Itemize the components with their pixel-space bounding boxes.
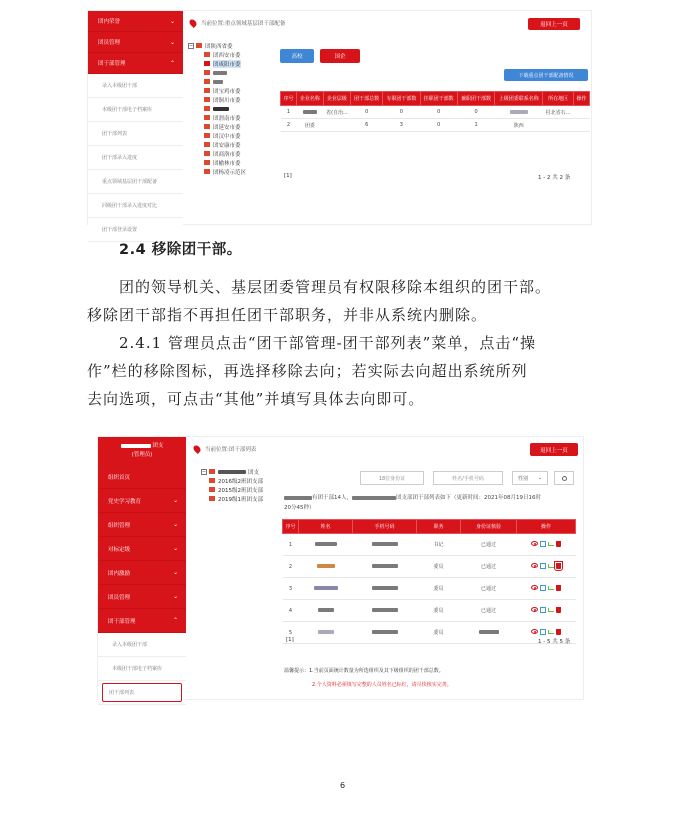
cell: 委员 — [417, 578, 461, 600]
tree-node[interactable] — [188, 41, 246, 50]
submenu-item[interactable]: 团干部列表 — [88, 122, 183, 146]
table-row — [283, 534, 576, 556]
tree-node-label: 团渭南市委 — [213, 115, 241, 122]
sidebar-item-member[interactable] — [88, 32, 183, 53]
table-row — [281, 106, 590, 119]
remove-icon[interactable] — [556, 607, 561, 613]
gender-select-value: 性别 — [517, 475, 528, 482]
tree-node[interactable] — [188, 158, 246, 167]
cell: 0 — [457, 106, 494, 119]
folder-icon — [209, 469, 215, 474]
redacted-text — [303, 110, 317, 114]
search-button[interactable] — [554, 471, 574, 485]
redacted-text — [372, 630, 398, 634]
column-header: 挂职团干部数 — [420, 92, 457, 106]
row-actions — [531, 563, 561, 569]
cell — [461, 622, 517, 644]
view-icon[interactable] — [531, 607, 538, 612]
sidebar-item-home[interactable] — [98, 465, 186, 489]
cell: 0 — [420, 106, 457, 119]
cell: 村北省石... — [543, 106, 574, 119]
cell — [353, 556, 417, 578]
cell: 6 — [351, 119, 383, 132]
cell — [299, 556, 353, 578]
tip-line-2: 2.个人资料必须填写完整的人员姓名已标红，请尽快核实完善。 — [312, 682, 452, 688]
tree-node[interactable] — [188, 131, 246, 140]
key-icon[interactable] — [548, 630, 554, 634]
page-number: 6 — [339, 781, 346, 790]
folder-icon — [204, 106, 210, 111]
breadcrumb-text: 当前位置:团干部列表 — [205, 447, 257, 453]
chevron-up-icon: ⌃ — [169, 59, 175, 67]
tree-node[interactable] — [201, 494, 263, 503]
redacted-text — [213, 107, 229, 111]
key-icon[interactable] — [548, 608, 554, 612]
edit-icon[interactable] — [540, 629, 546, 635]
remove-icon[interactable] — [556, 541, 561, 547]
folder-icon — [209, 478, 215, 483]
cell: 已通过 — [461, 534, 517, 556]
folder-icon — [204, 169, 210, 174]
submenu-item[interactable]: 录入本级团干部 — [98, 633, 186, 657]
tree-node[interactable] — [188, 113, 246, 122]
cell: 0 — [420, 119, 457, 132]
cell — [495, 106, 543, 119]
sidebar-item-label: 团内荣誉 — [98, 19, 121, 25]
chevron-down-icon: ⌄ — [537, 475, 543, 481]
column-header: 身份证核验 — [461, 520, 517, 534]
redacted-text — [213, 80, 223, 84]
paragraph-line: 2.4.1 管理员点击“团干部管理-团干部列表”菜单，点击“操 — [119, 334, 537, 352]
paragraph-line: 作”栏的移除图标，再选择移除去向；若实际去向超出系统所列 — [87, 362, 528, 380]
location-pin-icon — [192, 444, 202, 454]
cell: 2 — [281, 119, 297, 132]
tree-node-label: 2019级1班团支部 — [218, 496, 263, 503]
redacted-text — [284, 496, 312, 500]
chevron-up-icon: ⌃ — [172, 617, 178, 624]
folder-icon — [204, 124, 210, 129]
sidebar-item-grading[interactable] — [98, 537, 186, 561]
collapse-icon[interactable]: − — [202, 468, 207, 475]
tree-node-label: 2015级2班团支部 — [218, 487, 263, 494]
redacted-text — [213, 71, 227, 75]
folder-icon — [204, 115, 210, 120]
folder-icon — [209, 496, 215, 501]
summary-count: 有团干部14人， — [312, 495, 352, 501]
cell — [299, 622, 353, 644]
cell: 4 — [283, 600, 299, 622]
cell — [297, 106, 324, 119]
chevron-down-icon: ⌄ — [172, 521, 178, 528]
pager-summary: 1 - 5 共 5 条 — [538, 639, 571, 645]
key-icon[interactable] — [548, 542, 554, 546]
column-header: 上级团委联系名称 — [495, 92, 543, 106]
tree-node-label: 团汉中市委 — [213, 133, 241, 140]
breadcrumb-text: 当前位置:重点领域基层团干部配备 — [201, 21, 286, 27]
redacted-text — [318, 608, 334, 612]
cadre-table — [282, 519, 576, 644]
folder-icon — [204, 142, 210, 147]
tree-node-label: 团杨凌示范区 — [213, 169, 247, 176]
cell: 已通过 — [461, 578, 517, 600]
cell — [573, 119, 589, 132]
gender-select[interactable] — [512, 471, 548, 485]
key-icon[interactable] — [548, 564, 554, 568]
tree-node[interactable] — [201, 467, 263, 476]
column-header: 姓名 — [299, 520, 353, 534]
redacted-text — [318, 630, 334, 634]
tree-node[interactable] — [188, 149, 246, 158]
table-row — [283, 622, 576, 644]
tree-node[interactable] — [188, 104, 246, 113]
cell — [323, 119, 350, 132]
org-name — [98, 442, 186, 451]
submenu-item[interactable]: 团干部登录设置 — [88, 218, 183, 242]
redacted-text — [372, 564, 398, 568]
cell: 1 — [281, 106, 297, 119]
submenu-item[interactable]: 团干部录入进度 — [88, 146, 183, 170]
cell: 委员 — [417, 556, 461, 578]
cell — [517, 534, 576, 556]
edit-icon[interactable] — [540, 585, 546, 591]
table-header-row — [281, 92, 590, 106]
location-pin-icon — [188, 18, 198, 28]
row-actions — [531, 541, 561, 547]
sidebar-item-cadre[interactable] — [98, 609, 186, 633]
sidebar — [98, 437, 186, 699]
folder-icon — [209, 487, 215, 492]
sidebar-item-incentive[interactable] — [98, 561, 186, 585]
sidebar-submenu — [88, 74, 183, 242]
sidebar-item-honor[interactable] — [88, 11, 183, 32]
tree-node[interactable] — [188, 140, 246, 149]
column-header: 团干部总数 — [351, 92, 383, 106]
tree-node-label: 团榆林市委 — [213, 160, 241, 167]
tree-node[interactable] — [201, 476, 263, 485]
folder-icon — [204, 160, 210, 165]
cell — [353, 534, 417, 556]
cell: 5 — [283, 622, 299, 644]
submenu-item-label: 团干部列表 — [102, 683, 182, 702]
table-row — [281, 119, 590, 132]
submenu-item[interactable]: 本级团干部电子档案库 — [88, 98, 183, 122]
sidebar-item-label: 团干部管理 — [98, 61, 126, 67]
org-header — [98, 437, 186, 465]
folder-icon — [204, 151, 210, 156]
sidebar-item-cadre[interactable] — [88, 53, 183, 74]
paragraph-line: 去向选项，可点击“其他”并填写具体去向即可。 — [87, 390, 425, 408]
cell: 3 — [383, 119, 420, 132]
cell: 0 — [383, 106, 420, 119]
folder-icon — [204, 133, 210, 138]
sidebar-item-history[interactable] — [98, 489, 186, 513]
download-allocation-button[interactable]: 下载重点团干部配备情况 — [504, 69, 588, 81]
column-header: 职务 — [417, 520, 461, 534]
cell: 1 — [283, 534, 299, 556]
remove-icon[interactable] — [556, 585, 561, 591]
edit-icon[interactable] — [540, 607, 546, 613]
tree-node-label: 团咸阳市委 — [213, 61, 241, 68]
folder-icon — [204, 97, 210, 102]
folder-icon — [196, 43, 202, 48]
breadcrumb — [194, 445, 256, 453]
sidebar-item-label: 组织首页 — [108, 474, 131, 481]
cell — [517, 556, 576, 578]
cell — [543, 119, 574, 132]
search-icon — [562, 476, 567, 481]
pager-pages[interactable]: [1] — [284, 173, 292, 179]
chevron-down-icon: ⌄ — [172, 545, 178, 552]
column-header: 企业名称 — [297, 92, 324, 106]
column-header: 兼职团干部数 — [457, 92, 494, 106]
submenu-item[interactable]: 同级团干部录入进度对比 — [88, 194, 183, 218]
cell — [299, 534, 353, 556]
chevron-down-icon: ⌄ — [172, 593, 178, 600]
org-suffix: 团支 — [152, 443, 164, 449]
view-icon[interactable] — [531, 629, 538, 634]
summary-text — [284, 493, 574, 513]
folder-icon — [204, 52, 210, 57]
sidebar-item-member[interactable] — [98, 585, 186, 609]
sidebar-item-label: 组织管理 — [108, 522, 131, 529]
folder-icon — [204, 70, 210, 75]
tree-node-selected[interactable] — [188, 59, 246, 68]
section-heading: 2.4 移除团干部。 — [119, 242, 242, 258]
submenu-item-active[interactable] — [98, 681, 186, 705]
folder-icon — [204, 88, 210, 93]
back-button[interactable]: 返回上一页 — [530, 443, 578, 456]
sidebar-item-label: 对标定级 — [108, 546, 131, 553]
org-tree — [201, 467, 263, 503]
tree-node-label: 团铜川市委 — [213, 97, 241, 104]
column-header: 手机号码 — [353, 520, 417, 534]
sidebar-item-label: 团内激励 — [108, 570, 131, 577]
column-header: 操作 — [573, 92, 589, 106]
id-search-input[interactable]: 18位身份证 — [360, 471, 424, 485]
allocation-table — [280, 91, 590, 132]
cell: 书记 — [417, 534, 461, 556]
table-header-row — [283, 520, 576, 534]
chevron-down-icon: ⌄ — [172, 497, 178, 504]
back-button[interactable]: 返回上一页 — [528, 18, 580, 30]
org-role: (管理员) — [131, 452, 153, 458]
cell: 0 — [351, 106, 383, 119]
cell: 陕西 — [495, 119, 543, 132]
redacted-text — [352, 496, 396, 500]
row-actions — [531, 607, 561, 613]
sidebar-submenu — [98, 633, 186, 705]
tree-node-label: 团西安市委 — [213, 52, 241, 59]
tree-node[interactable] — [201, 485, 263, 494]
name-search-input[interactable]: 姓名/手机号码 — [433, 471, 503, 485]
breadcrumb — [190, 19, 285, 27]
sidebar-item-label: 团干部管理 — [108, 618, 136, 625]
tree-node[interactable] — [188, 167, 246, 176]
tree-node-label: 团安康市委 — [213, 142, 241, 149]
view-icon[interactable] — [531, 585, 538, 590]
table-row — [283, 600, 576, 622]
tree-node-label: 团陕西省委 — [205, 43, 233, 50]
tree-node[interactable] — [188, 122, 246, 131]
row-actions — [531, 585, 561, 591]
cell: 已通过 — [461, 600, 517, 622]
view-icon[interactable] — [531, 563, 538, 568]
tree-node[interactable] — [188, 95, 246, 104]
pager-summary: 1 - 2 共 2 条 — [538, 175, 571, 181]
remove-icon[interactable] — [556, 629, 561, 635]
tree-node-label: 团宝鸡市委 — [213, 88, 241, 95]
chevron-down-icon: ⌄ — [169, 17, 175, 25]
tree-node-label: 团商洛市委 — [213, 151, 241, 158]
cell — [573, 106, 589, 119]
redacted-text — [510, 110, 528, 114]
sidebar-item-label: 团员管理 — [98, 40, 121, 46]
collapse-icon[interactable]: − — [189, 42, 194, 49]
redacted-text — [372, 542, 398, 546]
paragraph-line: 移除团干部指不再担任团干部职务，并非从系统内删除。 — [87, 306, 488, 324]
folder-icon — [204, 79, 210, 84]
cell — [299, 600, 353, 622]
redacted-text — [314, 586, 338, 590]
screenshot-cadre-allocation — [87, 10, 592, 233]
column-header: 序号 — [281, 92, 297, 106]
tree-node-label: 团延安市委 — [213, 124, 241, 131]
folder-icon — [204, 61, 210, 66]
edit-icon[interactable] — [540, 563, 546, 569]
chevron-down-icon: ⌄ — [172, 569, 178, 576]
cell: 团委 — [297, 119, 324, 132]
pager-pages[interactable]: [1] — [286, 637, 294, 643]
redacted-text — [315, 542, 337, 546]
tree-node[interactable] — [188, 86, 246, 95]
key-icon[interactable] — [548, 586, 554, 590]
tree-node-label: 团支 — [248, 469, 260, 476]
redacted-text — [317, 564, 335, 568]
tab-college-button[interactable]: 高校 — [280, 49, 314, 63]
org-tree — [188, 41, 246, 176]
cell — [353, 600, 417, 622]
sidebar-item-org[interactable] — [98, 513, 186, 537]
redacted-text — [372, 586, 398, 590]
tree-node[interactable] — [188, 68, 246, 77]
column-header: 操作 — [517, 520, 576, 534]
tree-node[interactable] — [188, 50, 246, 59]
cell: 委员 — [417, 622, 461, 644]
chevron-down-icon: ⌄ — [169, 38, 175, 46]
cell: 3 — [283, 578, 299, 600]
tree-node[interactable] — [188, 77, 246, 86]
cell — [517, 600, 576, 622]
cell: 2 — [283, 556, 299, 578]
screenshot-cadre-list — [97, 436, 584, 700]
table-row — [283, 578, 576, 600]
row-actions — [531, 629, 561, 635]
paragraph-1 — [87, 273, 607, 329]
tab-soe-button[interactable]: 国企 — [320, 49, 360, 63]
summary-line: 团支部团干部列表如下（更新时间：2021年08月19日16时 — [396, 495, 541, 501]
redacted-text — [372, 608, 398, 612]
column-header: 序号 — [283, 520, 299, 534]
edit-icon[interactable] — [540, 541, 546, 547]
tip-line-1: 温馨提示：1.当前页面统计数量为所选组织及其下级组织的团干部总数。 — [284, 668, 444, 674]
cell — [517, 578, 576, 600]
cell: 省(自治... — [323, 106, 350, 119]
submenu-item[interactable]: 本级团干部电子档案库 — [98, 657, 186, 681]
remove-icon-highlighted[interactable] — [556, 563, 561, 569]
submenu-item[interactable]: 录入本级团干部 — [88, 74, 183, 98]
redacted-text — [479, 630, 499, 634]
column-header: 企业层级 — [323, 92, 350, 106]
redacted-text — [218, 470, 246, 474]
paragraph-line: 团的领导机关、基层团委管理员有权限移除本组织的团干部。 — [119, 278, 552, 296]
summary-time: 20分45秒） — [284, 505, 315, 511]
cell: 1 — [457, 119, 494, 132]
tree-node-label: 2016级2班团支部 — [218, 478, 263, 485]
cell: 已通过 — [461, 556, 517, 578]
column-header: 专职团干部数 — [383, 92, 420, 106]
redacted-text — [121, 444, 151, 448]
cell — [353, 622, 417, 644]
sidebar — [88, 11, 183, 233]
sidebar-item-label: 团员管理 — [108, 594, 131, 601]
column-header: 所在地区 — [543, 92, 574, 106]
cell — [299, 578, 353, 600]
view-icon[interactable] — [531, 541, 538, 546]
cell: 委员 — [417, 600, 461, 622]
sidebar-item-label: 党史学习教育 — [108, 498, 142, 505]
cell — [353, 578, 417, 600]
paragraph-2 — [87, 329, 607, 413]
table-row — [283, 556, 576, 578]
submenu-item[interactable]: 重点领域基层团干部配备 — [88, 170, 183, 194]
